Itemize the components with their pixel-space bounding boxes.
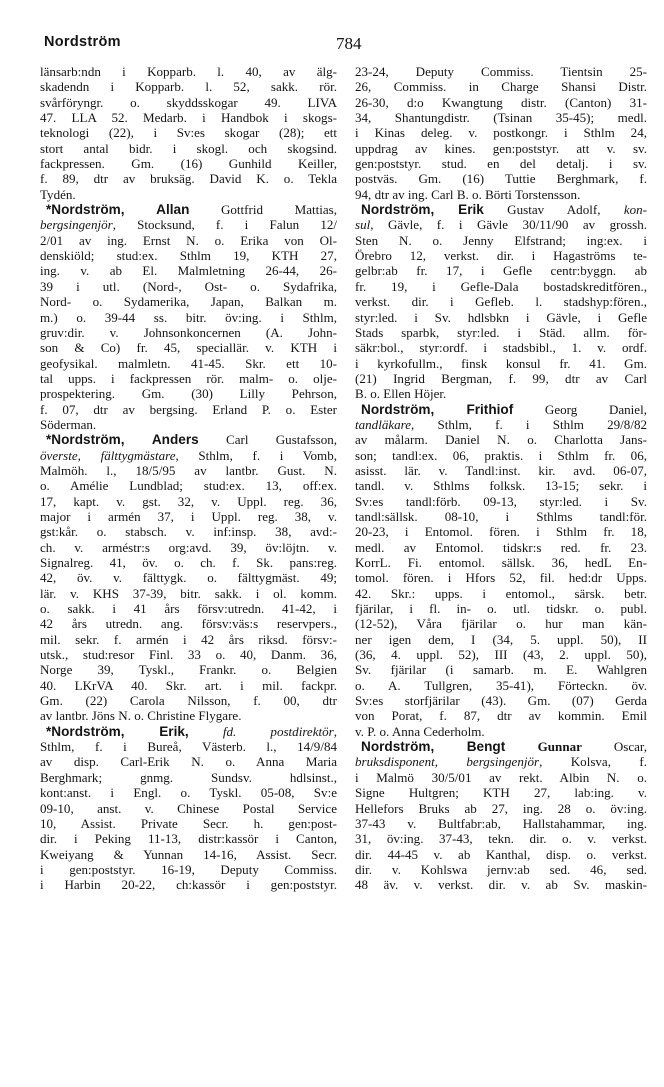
entry-headword-line bbox=[355, 202, 647, 217]
headword: Frithiof bbox=[466, 401, 514, 417]
text-line bbox=[40, 110, 337, 125]
text-run: Kweiyang & Yunnan 14-16, Assist. Secr. bbox=[40, 846, 337, 862]
text-line bbox=[40, 187, 337, 202]
text-line bbox=[40, 156, 337, 171]
text-line bbox=[40, 340, 337, 355]
text-line bbox=[355, 448, 647, 463]
text-run: fjärilar, i fl. in- o. utl. tidskr. o. publ. bbox=[355, 601, 647, 617]
text-line bbox=[355, 708, 647, 723]
text-run: 10, Assist. Private Secr. h. gen:post- bbox=[40, 815, 337, 831]
text-run: o. sakk. i 41 års försv:utredn. 41-42, i bbox=[40, 601, 337, 617]
text-run: geofysikal. malmletn. 41-45. Skr. ett 10- bbox=[40, 355, 337, 371]
text-line bbox=[355, 540, 647, 555]
page-number: 784 bbox=[336, 34, 362, 53]
headword: *Nordström, bbox=[46, 432, 152, 448]
text-run: o. Amélie Lundblad; stud:ex. 13, off:ex. bbox=[40, 478, 337, 494]
headword: *Nordström, bbox=[46, 723, 160, 739]
headword: Erik bbox=[458, 202, 484, 218]
text-run: f. 89, dtr av bruksäg. David K. o. Tekla bbox=[40, 171, 337, 187]
text-run: Sten N. o. Jenny Elfstrand; ing:ex. i bbox=[355, 232, 647, 248]
text-run: Signalreg. 41, öv. o. ch. f. Sk. pans:reg. bbox=[40, 555, 337, 570]
text-line bbox=[355, 862, 647, 877]
text-line bbox=[355, 816, 647, 831]
text-run: , Gävle, f. i Gävle 30/11/90 av grossh. bbox=[370, 217, 647, 233]
text-line bbox=[40, 310, 337, 325]
text-run: verkst. dir. i Gefleb. l. stadshyp:fören., bbox=[355, 294, 647, 310]
text-line bbox=[355, 110, 647, 125]
text-line bbox=[40, 171, 337, 186]
text-line bbox=[355, 325, 647, 340]
text-line bbox=[355, 801, 647, 816]
text-line bbox=[40, 555, 337, 570]
text-run: dir. i Peking 11-13, distr:kassör i Canton, bbox=[40, 831, 337, 847]
text-run: 47. LLA 52. Medarb. i Handbok i skogs- bbox=[40, 110, 337, 126]
text-line bbox=[40, 877, 337, 892]
text-line bbox=[40, 847, 337, 862]
text-line bbox=[40, 402, 337, 417]
headword: Nordström, bbox=[361, 401, 467, 417]
headword: Allan bbox=[156, 202, 190, 218]
entry-headword-line bbox=[40, 724, 337, 739]
text-line bbox=[355, 217, 647, 232]
text-run: Malmöh. l., 18/5/95 av lantbr. Gust. N. bbox=[40, 462, 337, 478]
text-line bbox=[355, 248, 647, 263]
text-line bbox=[40, 95, 337, 110]
text-run: denskiöld; stud:ex. Sthlm 19, KTH 27, bbox=[40, 248, 337, 264]
text-run: asisst. lär. v. Tandl:inst. kir. avd. 06-07, bbox=[355, 462, 647, 478]
text-run: i gen:poststyr. 16-19, Deputy Commiss. bbox=[40, 861, 337, 877]
entry-headword-line bbox=[355, 402, 647, 417]
text-run: KorrL. Fi. entomol. sällsk. 36, hedL En- bbox=[355, 555, 647, 570]
headword: Nordström, bbox=[361, 202, 459, 218]
text-run: fr. 19, i Gefle-Dala bostadskreditfören., bbox=[355, 278, 647, 294]
text-line bbox=[355, 279, 647, 294]
text-run: dir. v. Kohlswa jernv:ab sed. 46, sed. bbox=[355, 861, 647, 877]
text-line bbox=[355, 187, 647, 202]
text-run: i Harbin 20-22, ch:kassör i gen:poststyr. bbox=[40, 877, 337, 893]
text-run: Gottfrid Mattias, bbox=[189, 202, 337, 218]
text-run: dir. 44-45 v. ab Kanthal, disp. o. verkst. bbox=[355, 846, 647, 862]
text-run: i kyrkofullm., finsk konsul fr. 41. Gm. bbox=[355, 355, 647, 371]
text-line bbox=[40, 770, 337, 785]
text-line bbox=[355, 601, 647, 616]
text-run: (12-52), Våra fjärilar o. hur man kän- bbox=[355, 616, 647, 632]
text-run: mil. sekr. f. armén i 42 års riksd. försv:- bbox=[40, 631, 337, 647]
text-line bbox=[355, 693, 647, 708]
text-line bbox=[40, 708, 337, 723]
text-line bbox=[355, 171, 647, 186]
text-run: 40. LKrVA 40. Skr. art. i mil. fackpr. bbox=[40, 677, 337, 693]
italic-title: bergsingenjör bbox=[40, 217, 113, 233]
text-line bbox=[355, 386, 647, 401]
text-run: B. o. Ellen Höjer. bbox=[355, 386, 447, 402]
text-run: 48 äv. v. verkst. dir. v. ab Sv. maskin- bbox=[355, 877, 647, 893]
text-line bbox=[355, 555, 647, 570]
italic-title: sul bbox=[355, 217, 371, 233]
text-line bbox=[40, 678, 337, 693]
text-run: von Porat, f. 87, dtr av kommin. Emil bbox=[355, 708, 647, 724]
text-run: , Sthlm, f. i Vomb, bbox=[175, 447, 337, 463]
text-line bbox=[40, 785, 337, 800]
text-line bbox=[355, 64, 647, 79]
left-column bbox=[40, 64, 337, 893]
text-run: Oscar, bbox=[581, 739, 647, 755]
running-head: Nordström bbox=[44, 34, 121, 50]
text-line bbox=[355, 233, 647, 248]
text-run: gruv:dir. v. Johnsonkoncernen (A. John- bbox=[40, 324, 337, 340]
text-run: 26, Commiss. in Charge Shansi Distr. bbox=[355, 79, 647, 95]
text-line bbox=[355, 371, 647, 386]
text-line bbox=[355, 95, 647, 110]
text-run: gen:poststyr. stud. en del detalj. i sv. bbox=[355, 156, 647, 172]
text-line bbox=[40, 570, 337, 585]
text-run: Sv. fjärilar (i samarb. m. E. Wahlgren bbox=[355, 662, 647, 678]
text-line bbox=[40, 233, 337, 248]
text-line bbox=[355, 831, 647, 846]
text-line bbox=[355, 509, 647, 524]
text-run: 34, Shantungdistr. (Tsinan 35-45); medl. bbox=[355, 110, 647, 126]
text-run: teknologi (22), i Sv:es skogar (28); ett bbox=[40, 125, 337, 141]
text-line bbox=[40, 141, 337, 156]
text-line bbox=[40, 509, 337, 524]
text-line bbox=[355, 79, 647, 94]
text-run: Berghmark; gnmg. Sundsv. hdlsinst., bbox=[40, 769, 337, 785]
text-run: prospektering. Gm. (30) Lilly Pehrson, bbox=[40, 386, 337, 402]
headword: Erik, bbox=[159, 723, 189, 739]
text-line bbox=[355, 417, 647, 432]
headword: Nordström, bbox=[361, 739, 467, 755]
text-line bbox=[40, 831, 337, 846]
text-run: Sthlm, f. i Bureå, Västerb. l., 14/9/84 bbox=[40, 739, 337, 755]
text-line bbox=[355, 586, 647, 601]
text-run: gelbr:ab fr. 17, i Gefle centr:byggn. ab bbox=[355, 263, 647, 279]
bold-name: Gunnar bbox=[537, 739, 582, 755]
text-line bbox=[40, 125, 337, 140]
text-line bbox=[355, 662, 647, 677]
entry-headword-line bbox=[40, 202, 337, 217]
text-line bbox=[355, 785, 647, 800]
text-run: Georg Daniel, bbox=[513, 401, 647, 417]
text-line bbox=[355, 494, 647, 509]
text-run: (21) Ingrid Bergman, f. 99, dtr av Carl bbox=[355, 370, 647, 386]
text-line bbox=[355, 478, 647, 493]
text-line bbox=[40, 294, 337, 309]
text-run: styr:led. i Sv. hdlsbkn i Gävle, i Gefle bbox=[355, 309, 647, 325]
entry-headword-line bbox=[355, 739, 647, 754]
text-line bbox=[40, 64, 337, 79]
text-run: Tydén. bbox=[40, 186, 76, 202]
right-column bbox=[355, 64, 647, 893]
text-line bbox=[355, 125, 647, 140]
italic-title: fd. postdirektör bbox=[222, 723, 334, 739]
italic-title: kon- bbox=[623, 202, 647, 218]
text-line bbox=[40, 248, 337, 263]
text-run: (36, 4. uppl. 52), III (43, 2. uppl. 50), bbox=[355, 647, 647, 663]
text-run: tandl:sällsk. 08-10, i Sthlms tandl:för. bbox=[355, 508, 647, 524]
text-line bbox=[40, 217, 337, 232]
text-run: av disp. Carl-Erik N. o. Anna Maria bbox=[40, 754, 337, 770]
text-run: , Kolsva, f. bbox=[539, 754, 647, 770]
text-line bbox=[355, 310, 647, 325]
text-run: Carl Gustafsson, bbox=[198, 432, 337, 448]
italic-title: överste, fälttygmästare bbox=[40, 447, 176, 463]
text-line bbox=[355, 632, 647, 647]
text-line bbox=[355, 616, 647, 631]
text-line bbox=[40, 263, 337, 278]
text-line bbox=[40, 79, 337, 94]
text-line bbox=[355, 432, 647, 447]
text-run: kont:anst. i Engl. o. Tyskl. 05-08, Sv:e bbox=[40, 785, 337, 801]
text-run: f. 07, dtr av bergsing. Erland P. o. Ester bbox=[40, 401, 337, 417]
text-line bbox=[40, 601, 337, 616]
text-run: gst:kår. o. stabsch. v. inf:insp. 38, avd:- bbox=[40, 524, 337, 540]
text-run: Sv:es tandl:förb. 09-13, styr:led. i Sv. bbox=[355, 493, 647, 509]
text-run: tandl. v. Sthlms folksk. 13-15; sekr. i bbox=[355, 478, 647, 494]
text-run: Örebro 12, verkst. dir. i Hagaströms te- bbox=[355, 248, 647, 264]
text-line bbox=[40, 662, 337, 677]
text-line bbox=[40, 448, 337, 463]
text-line bbox=[40, 862, 337, 877]
text-line bbox=[40, 478, 337, 493]
text-run: son; tandl:ex. 06, praktis. i Sthlm fr. 06, bbox=[355, 447, 647, 463]
text-run: o. A. Tullgren, 35-41), Förteckn. öv. bbox=[355, 677, 647, 693]
text-run: son & Co) fr. 45, speciallär. v. KTH i bbox=[40, 340, 337, 356]
text-run: skadendn i Kopparb. l. 52, sakk. rör. bbox=[40, 79, 337, 95]
text-line bbox=[40, 386, 337, 401]
text-run: m.) o. 39-44 ss. bitr. öv:ing. i Sthlm, bbox=[40, 309, 337, 325]
text-run: 26-30, d:o Kwangtung distr. (Canton) 31- bbox=[355, 94, 647, 110]
text-run: ing. v. ab El. Malmletning 26-44, 26- bbox=[40, 263, 337, 279]
text-line bbox=[40, 632, 337, 647]
text-run: 2/01 av ing. Ernst N. o. Erika von Ol- bbox=[40, 232, 337, 248]
text-line bbox=[40, 417, 337, 432]
text-line bbox=[355, 263, 647, 278]
text-run: Nord- o. Sydamerika, Japan, Balkan m. bbox=[40, 294, 337, 310]
text-run: , bbox=[333, 723, 337, 739]
text-line bbox=[40, 325, 337, 340]
text-line bbox=[355, 156, 647, 171]
headword: *Nordström, bbox=[46, 202, 157, 218]
text-line bbox=[40, 279, 337, 294]
text-run: av lantbr. Jöns N. o. Christine Flygare. bbox=[40, 708, 242, 724]
text-line bbox=[40, 693, 337, 708]
text-run: stort antal bidr. i skogl. och skogsind. bbox=[40, 140, 337, 156]
text-line bbox=[355, 340, 647, 355]
text-run: Gustav Adolf, bbox=[483, 202, 624, 218]
text-run: uppdrag av kines. gen:poststyr. att v. sv. bbox=[355, 140, 647, 156]
text-run: säkr:bol., styr:ordf. i stadsbibl., 1. v. ordf. bbox=[355, 340, 647, 356]
text-run: medl. av Entomol. tidskr:s red. fr. 23. bbox=[355, 539, 647, 555]
text-run: Norge 39, Tyskl., Frankr. o. Belgien bbox=[40, 662, 337, 678]
text-run: 09-10, anst. v. Chinese Postal Service bbox=[40, 800, 337, 816]
text-line bbox=[355, 770, 647, 785]
text-line bbox=[355, 356, 647, 371]
text-run: Söderman. bbox=[40, 416, 97, 432]
text-run: 42, öv. v. fälttygk. o. fälttygmäst. 49; bbox=[40, 570, 337, 586]
text-line bbox=[40, 754, 337, 769]
text-line bbox=[40, 816, 337, 831]
text-run: 31, öv:ing. 37-43, tekn. dir. o. v. verkst. bbox=[355, 831, 647, 847]
entry-headword-line bbox=[40, 432, 337, 447]
text-run: 17, kapt. v. gst. 32, v. Uppl. reg. 36, bbox=[40, 493, 337, 509]
text-line bbox=[40, 616, 337, 631]
text-line bbox=[355, 724, 647, 739]
text-line bbox=[40, 647, 337, 662]
text-run: 20-23, i Entomol. fören. i Sthlm fr. 18, bbox=[355, 524, 647, 540]
text-line bbox=[40, 463, 337, 478]
text-line bbox=[355, 877, 647, 892]
text-run: ch. v. arméstr:s org:avd. 39, öv:löjtn. v. bbox=[40, 539, 337, 555]
text-run: Signe Hultgren; KTH 27, lab:ing. v. bbox=[355, 785, 647, 801]
text-run: i Kinas deleg. v. postkongr. i Sthlm 24, bbox=[355, 125, 647, 141]
headword: Anders bbox=[151, 432, 199, 448]
text-run: , Sthlm, f. i Sthlm 29/8/82 bbox=[411, 416, 647, 432]
text-line bbox=[355, 647, 647, 662]
text-run: Sv:es storfjärilar (43). Gm. (07) Gerda bbox=[355, 693, 647, 709]
text-run bbox=[189, 724, 223, 739]
italic-title: tandläkare bbox=[355, 416, 412, 432]
text-run: 42. Skr.: upps. i entomol., särsk. betr. bbox=[355, 585, 647, 601]
text-run: 94, dtr av ing. Carl B. o. Börti Torstensson. bbox=[355, 186, 581, 202]
italic-title: bruksdisponent, bergsingenjör bbox=[355, 754, 540, 770]
text-run: i Malmö 30/5/01 av rekt. Albin N. o. bbox=[355, 769, 647, 785]
text-line bbox=[355, 847, 647, 862]
text-run: Hellefors Bruks ab 27, ing. 28 o. öv:ing. bbox=[355, 800, 647, 816]
text-line bbox=[355, 463, 647, 478]
text-run: 39 i utl. (Nord-, Ost- o. Sydafrika, bbox=[40, 278, 337, 294]
text-run: major i armén 37, i Uppl. reg. 38, v. bbox=[40, 508, 337, 524]
text-run: utsk., stud:resor Finl. 33 o. 40, Danm. 36, bbox=[40, 647, 337, 663]
text-run: svårföryngr. o. skyddsskogar 49. LIVA bbox=[40, 94, 337, 110]
text-line bbox=[355, 570, 647, 585]
text-run: Gm. (22) Carola Nilsson, f. 00, dtr bbox=[40, 693, 337, 709]
text-run: 23-24, Deputy Commiss. Tientsin 25- bbox=[355, 64, 647, 79]
text-run: Stads sparbk, styr:led. i Städ. allm. för- bbox=[355, 324, 647, 340]
text-run: fackpressen. Gm. (16) Gunhild Keiller, bbox=[40, 156, 337, 172]
text-run: 42 års utredn. ang. försv:väs:s reservpers., bbox=[40, 616, 337, 632]
text-run: tomol. fören. i Hfors 52, fil. hed:dr Upps. bbox=[355, 570, 647, 586]
text-run: 37-43 v. Bultfabr:ab, Hallstahammar, ing. bbox=[355, 815, 647, 831]
text-run: lär. v. KHS 37-39, bitr. sakk. i ol. komm. bbox=[40, 585, 337, 601]
page-header bbox=[44, 34, 636, 58]
text-line bbox=[355, 678, 647, 693]
text-line bbox=[40, 356, 337, 371]
text-line bbox=[355, 141, 647, 156]
text-run: ner igen dem, I (34, 5. uppl. 50), II bbox=[355, 631, 647, 647]
text-line bbox=[40, 739, 337, 754]
text-line bbox=[355, 754, 647, 769]
headword: Bengt bbox=[466, 739, 538, 755]
text-line bbox=[40, 540, 337, 555]
text-line bbox=[40, 586, 337, 601]
text-run: , Stocksund, f. i Falun 12/ bbox=[112, 217, 337, 233]
text-line bbox=[40, 801, 337, 816]
text-run: postväs. Gm. (16) Tuttie Berghmark, f. bbox=[355, 171, 647, 187]
text-run: tal upps. i fackpressen rör. malm- o. olje- bbox=[40, 370, 337, 386]
text-run: av målarm. Daniel N. o. Charlotta Jans- bbox=[355, 432, 647, 448]
text-line bbox=[40, 494, 337, 509]
text-line bbox=[355, 294, 647, 309]
text-line bbox=[40, 524, 337, 539]
text-run: v. P. o. Anna Cederholm. bbox=[355, 723, 485, 739]
text-run: länsarb:ndn i Kopparb. l. 40, av älg- bbox=[40, 64, 337, 79]
text-line bbox=[40, 371, 337, 386]
text-line bbox=[355, 524, 647, 539]
